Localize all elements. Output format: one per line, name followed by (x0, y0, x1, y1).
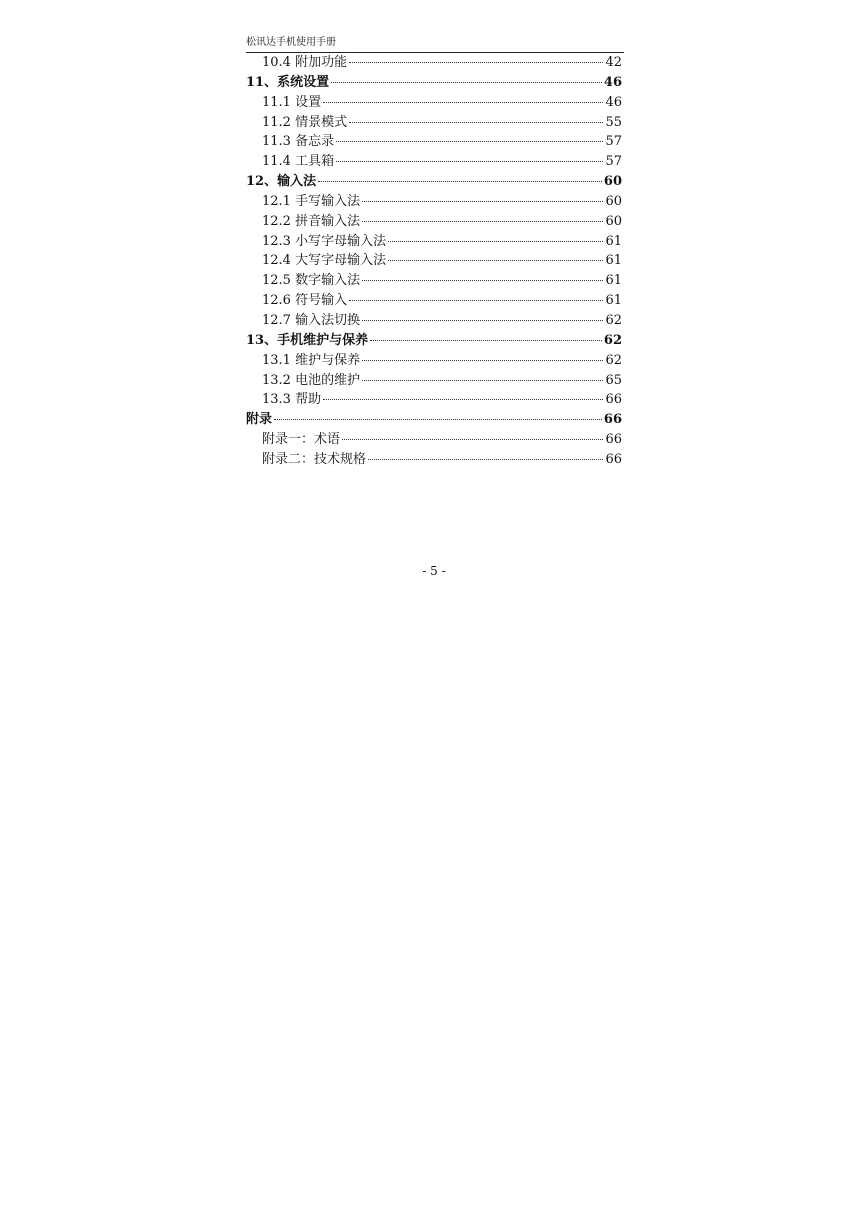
dot-leader (368, 450, 603, 460)
toc-entry-title: 附录一：术语 (262, 432, 341, 448)
page-header (246, 36, 624, 53)
toc-entry-page: 57 (605, 154, 622, 170)
dot-leader (349, 113, 603, 123)
toc-section-entry[interactable] (246, 271, 622, 291)
toc-section-entry[interactable] (246, 251, 622, 271)
toc-entry-title: 12.3 小写字母输入法 (262, 233, 387, 249)
toc-chapter-entry[interactable] (246, 410, 622, 430)
toc-entry-page: 61 (605, 293, 622, 309)
toc-entry-page: 61 (605, 273, 622, 289)
dot-leader (362, 192, 603, 202)
toc-entry-title: 12.6 符号输入 (262, 293, 348, 309)
toc-section-entry[interactable] (246, 152, 622, 172)
dot-leader (388, 232, 603, 242)
toc-entry-title: 11、系统设置 (246, 74, 330, 90)
toc-section-entry[interactable] (246, 390, 622, 410)
toc-section-entry[interactable] (246, 450, 622, 470)
toc-entry-page: 55 (605, 114, 622, 130)
toc-entry-title: 10.4 附加功能 (262, 55, 348, 70)
dot-leader (362, 311, 603, 321)
toc-entry-page: 42 (605, 55, 622, 70)
dot-leader (318, 172, 602, 182)
toc-entry-title: 11.4 工具箱 (262, 154, 335, 170)
toc-entry-title: 12.1 手写输入法 (262, 193, 361, 209)
toc-entry-title: 12、输入法 (246, 174, 317, 190)
toc-entry-title: 12.2 拼音输入法 (262, 213, 361, 229)
dot-leader (349, 291, 603, 301)
toc-section-entry[interactable] (246, 351, 622, 371)
toc-section-entry[interactable] (246, 113, 622, 133)
toc-entry-page: 66 (605, 392, 622, 408)
toc-entry-page: 60 (605, 193, 622, 209)
toc-entry-title: 附录 (246, 412, 273, 428)
header-title: 松讯达手机使用手册 (246, 37, 336, 48)
dot-leader (362, 212, 603, 222)
toc-entry-page: 62 (605, 352, 622, 368)
dot-leader (388, 251, 603, 261)
toc-entry-title: 12.5 数字输入法 (262, 273, 361, 289)
toc-entry-title: 12.7 输入法切换 (262, 312, 361, 328)
toc-chapter-entry[interactable] (246, 172, 622, 192)
toc-section-entry[interactable] (246, 430, 622, 450)
toc-section-entry[interactable] (246, 93, 622, 113)
toc-entry-title: 13.2 电池的维护 (262, 372, 361, 388)
toc-entry-page: 60 (605, 213, 622, 229)
toc-entry-page: 46 (605, 94, 622, 110)
dot-leader (323, 93, 603, 103)
dot-leader (336, 132, 603, 142)
toc-entry-page: 61 (605, 253, 622, 269)
dot-leader (342, 430, 603, 440)
toc-entry-title: 11.2 情景模式 (262, 114, 348, 130)
dot-leader (349, 53, 603, 63)
toc-entry-page: 66 (605, 451, 622, 467)
dot-leader (323, 390, 603, 400)
toc-chapter-entry[interactable] (246, 331, 622, 351)
toc-chapter-entry[interactable] (246, 73, 622, 93)
dot-leader (370, 331, 602, 341)
table-of-contents (246, 53, 622, 470)
toc-section-entry[interactable] (246, 192, 622, 212)
toc-entry-title: 附录二：技术规格 (262, 451, 367, 467)
toc-section-entry[interactable] (246, 371, 622, 391)
toc-entry-title: 11.1 设置 (262, 94, 322, 110)
toc-section-entry[interactable] (246, 132, 622, 152)
toc-section-entry[interactable] (246, 53, 622, 73)
toc-entry-page: 57 (605, 134, 622, 150)
toc-section-entry[interactable] (246, 212, 622, 232)
toc-entry-title: 11.3 备忘录 (262, 134, 335, 150)
toc-entry-page: 61 (605, 233, 622, 249)
dot-leader (362, 371, 603, 381)
page-number: - 5 - (422, 564, 446, 578)
toc-entry-title: 13.3 帮助 (262, 392, 322, 408)
toc-entry-title: 12.4 大写字母输入法 (262, 253, 387, 269)
dot-leader (274, 410, 602, 420)
toc-section-entry[interactable] (246, 311, 622, 331)
toc-entry-page: 65 (605, 372, 622, 388)
toc-section-entry[interactable] (246, 232, 622, 252)
dot-leader (336, 152, 603, 162)
toc-entry-page: 66 (603, 412, 622, 428)
toc-entry-page: 66 (605, 432, 622, 448)
toc-section-entry[interactable] (246, 291, 622, 311)
toc-entry-title: 13、手机维护与保养 (246, 332, 369, 348)
toc-entry-page: 46 (603, 74, 622, 90)
toc-entry-page: 62 (605, 312, 622, 328)
dot-leader (362, 351, 603, 361)
toc-entry-page: 60 (603, 174, 622, 190)
toc-entry-title: 13.1 维护与保养 (262, 352, 361, 368)
dot-leader (331, 73, 602, 83)
toc-entry-page: 62 (603, 332, 622, 348)
dot-leader (362, 271, 603, 281)
